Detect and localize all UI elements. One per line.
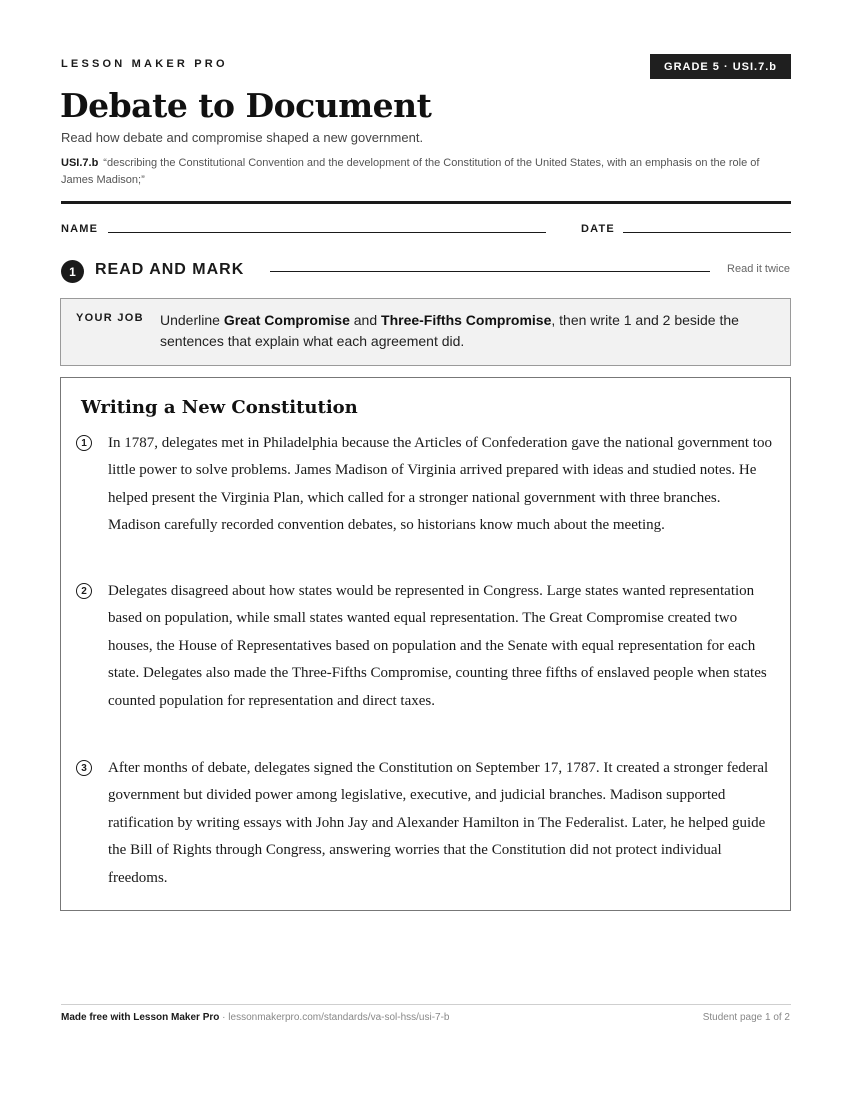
section-divider: [270, 271, 710, 272]
footer-url[interactable]: lessonmakerpro.com/standards/va-sol-hss/usi-7-b: [228, 1012, 450, 1023]
paragraph-number-3: 3: [76, 760, 92, 776]
paragraph-3: After months of debate, delegates signed the Constitution on September 17, 1787. It created a stronger federal government but divided power among legislative, executive, and judicial branches. Madison supported ratification by writing essays with John Jay and Alexander Hamilton in The Federalist. Later, he helped guide the Bill of Rights through Congress, answering worries that the Constitution did not protect individual freedoms.: [108, 760, 769, 886]
standard-code: USI.7.b: [61, 157, 99, 169]
grade-badge: GRADE 5 · USI.7.b: [650, 54, 791, 79]
footer-made-with: Made free with Lesson Maker Pro: [61, 1012, 220, 1023]
date-line[interactable]: [623, 232, 791, 233]
footer-divider: [61, 1004, 791, 1005]
standard-text: “describing the Constitutional Convention and the development of the Constitution of the United States, with an emphasis on the role of James Madison;”: [61, 157, 760, 186]
name-label: NAME: [61, 223, 99, 235]
section-note: Read it twice: [727, 263, 790, 275]
name-line[interactable]: [108, 232, 546, 233]
job-text-part: , then write 1 and 2 beside the sentences that explain what each agreement did.: [160, 312, 739, 349]
job-text-part: Underline: [160, 312, 224, 328]
section-number-badge: 1: [61, 260, 84, 283]
job-text-part: and: [349, 312, 382, 328]
paragraph-number-2: 2: [76, 583, 92, 599]
reading-title: Writing a New Constitution: [81, 397, 358, 418]
job-term-great-compromise: Great Compromise: [223, 312, 350, 328]
reading-passage: [60, 377, 791, 911]
date-label: DATE: [581, 223, 615, 235]
paragraph-2: Delegates disagreed about how states would be represented in Congress. Large states wanted representation based on population, while small states wanted equal representation. The Great Compromise created two houses, the House of Representatives based on population and the Senate with equal representation for each state. Delegates also made the Three-Fifths Compromise, counting three fifths of enslaved people when states counted population for representation and direct taxes.: [108, 583, 767, 709]
paragraph-1: In 1787, delegates met in Philadelphia because the Articles of Confederation gave the national government too little power to solve problems. James Madison of Virginia arrived prepared with ideas and studied notes. He helped present the Virginia Plan, which called for a stronger national government with three branches. Madison carefully recorded convention debates, so historians know much about the meeting.: [108, 435, 772, 534]
your-job-box: [60, 298, 791, 366]
standard-description: [61, 155, 791, 189]
page-title: Debate to Document: [60, 86, 432, 125]
footer-credit: [61, 1012, 449, 1023]
job-term-three-fifths: Three-Fifths Compromise: [381, 312, 552, 328]
brand-name: LESSON MAKER PRO: [61, 58, 228, 70]
footer-separator: ·: [219, 1012, 229, 1023]
footer-page-number: Student page 1 of 2: [702, 1012, 790, 1023]
your-job-instructions: [160, 310, 760, 352]
your-job-label: YOUR JOB: [76, 312, 144, 324]
header-divider: [61, 201, 791, 204]
paragraph-number-1: 1: [76, 435, 92, 451]
section-title: READ AND MARK: [95, 261, 245, 278]
page-subtitle: Read how debate and compromise shaped a new government.: [61, 130, 424, 145]
